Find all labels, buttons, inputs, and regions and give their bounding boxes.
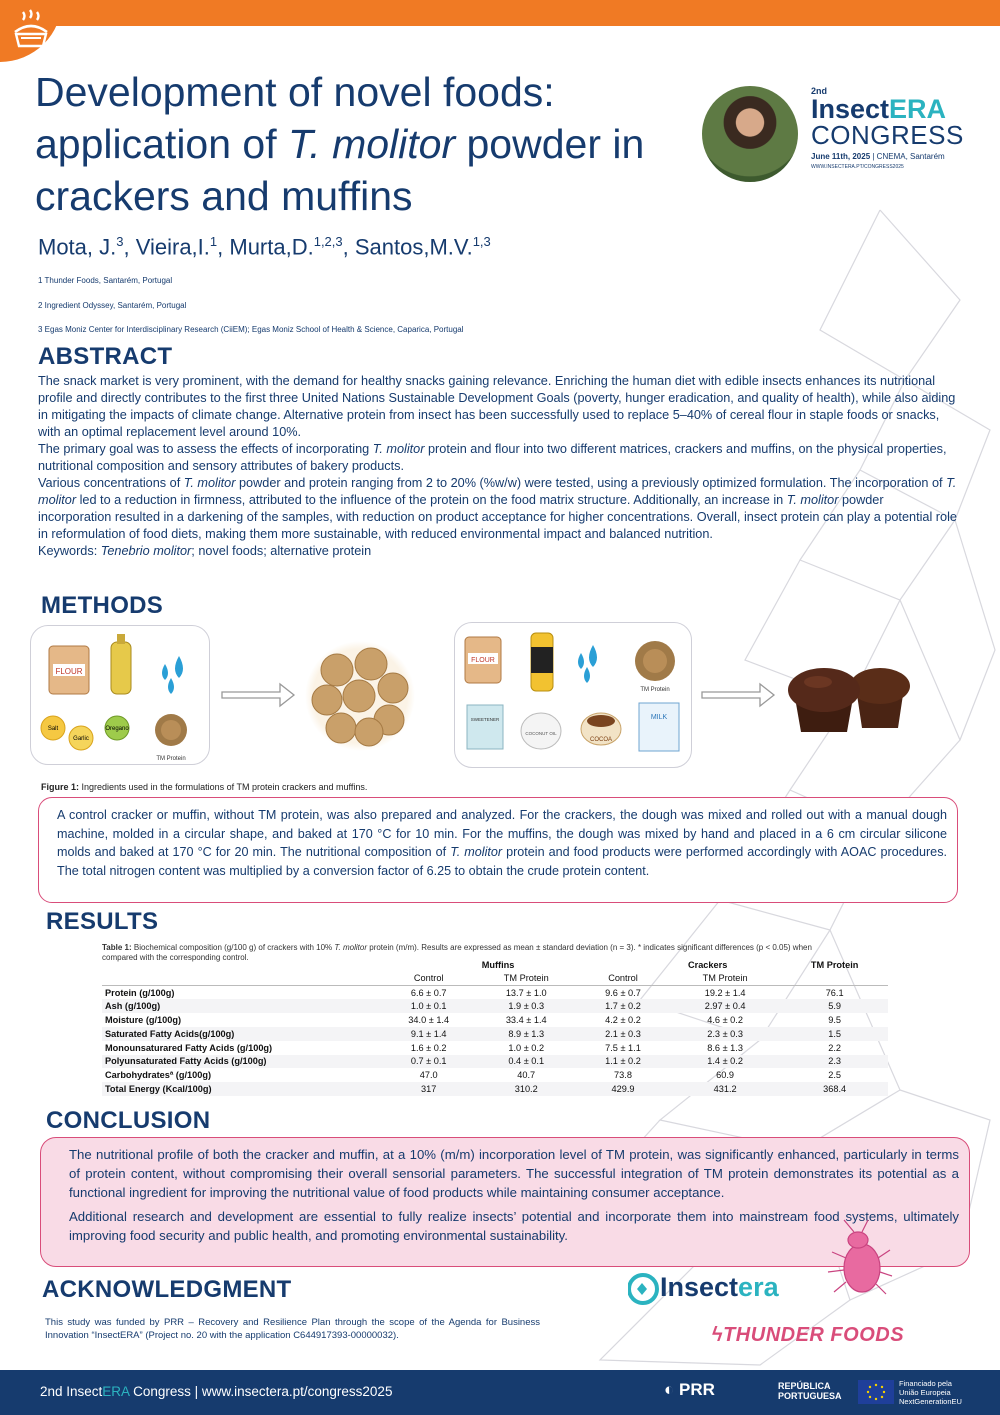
table-row — [102, 1041, 888, 1055]
methods-text-box: A control cracker or muffin, without TM protein, was also prepared and analyzed. For the crackers, the dough was mixed and rolled out with a manual dough machine, molded in a circular shape, and baked at 170 °C for 10 min. For the muffins, the dough was mixed by hand and placed in a 6 cm circular silicone molds and baked at 170 °C for 20 min. The nutritional composition of T. molitor protein and food products were performed accordingly with AOAC procedures. The total nitrogen content was multiplied by a conversion factor of 6.25 to obtain the crude protein content. — [38, 797, 958, 903]
table-cell: 13.7 ± 1.0 — [505, 987, 547, 998]
conclusion-heading: CONCLUSION — [46, 1107, 211, 1134]
eu-flag-icon — [858, 1380, 894, 1404]
results-heading: RESULTS — [46, 908, 159, 935]
table-cell: 0.7 ± 0.1 — [382, 1055, 475, 1069]
sweetener-label: SWEETENER — [470, 717, 500, 722]
congress-logo — [811, 86, 981, 170]
title-species: T. molitor — [288, 121, 456, 167]
table-cell: 9.1 ± 1.4 — [382, 1027, 475, 1041]
row-label: Polyunsaturated Fatty Acids (g/100g) — [102, 1055, 382, 1069]
table-cell: 1.0 ± 0.1 — [382, 999, 475, 1013]
table-cell: 310.2 — [475, 1082, 577, 1096]
cocoa-label: COCOA — [589, 737, 613, 743]
table-cell: 1.1 ± 0.2 — [577, 1055, 669, 1069]
subheader-muffin-control: Control — [382, 972, 475, 986]
row-label: Ash (g/100g) — [102, 999, 382, 1013]
salt-label: Salt — [47, 726, 59, 732]
table-cell: 7.5 ± 1.1 — [605, 1042, 641, 1053]
thunder-foods-logo: ϟTHUNDER FOODS — [712, 1324, 905, 1346]
table-cell: 60.9 — [716, 1070, 735, 1081]
group-tm-protein: TM Protein — [810, 959, 859, 970]
table-cell: 8.9 ± 1.3 — [475, 1027, 577, 1041]
row-label: Monounsaturared Fatty Acids (g/100g) — [105, 1042, 273, 1053]
congress-name: InsectERA — [811, 94, 947, 124]
table-cell: 47.0 — [419, 1070, 438, 1081]
table-row — [102, 1013, 888, 1027]
title-line-2a: application of — [35, 121, 289, 167]
affiliation-1: 1 Thunder Foods, Santarém, Portugal — [38, 276, 173, 285]
muffin-flour-label: FLOUR — [471, 657, 495, 664]
table-cell: 2.3 — [781, 1055, 888, 1069]
garlic-label: Garlic — [73, 736, 89, 742]
figure-caption: Figure 1: Ingredients used in the formulations of TM protein crackers and muffins. — [41, 782, 368, 792]
table-cell: 431.2 — [669, 1082, 781, 1096]
table-cell: 1.9 ± 0.3 — [475, 999, 577, 1013]
table-cell: 2.5 — [828, 1070, 842, 1081]
subheader-cracker-tm: TM Protein — [669, 972, 781, 986]
table-row — [102, 1027, 888, 1041]
table-cell: 1.5 — [781, 1027, 888, 1041]
arrow-right-icon — [220, 680, 296, 710]
table-row — [102, 986, 888, 1000]
crackers-illustration — [305, 640, 415, 752]
lightning-icon: ϟ — [712, 1324, 724, 1346]
insectera-logo-text: Insectera — [660, 1272, 779, 1302]
congress-word: CONGRESS — [811, 120, 964, 150]
muffin-tm-label: TM Protein — [640, 687, 670, 693]
presenter-photo — [702, 86, 798, 182]
acknowledgment-text: This study was funded by PRR – Recovery and Resilience Plan through the scope of the Agenda for Business Innovation “InsectERA” (Project no. 20 with the application C644917393-00000032). — [45, 1317, 540, 1341]
row-label: Total Energy (Kcal/100g) — [102, 1082, 382, 1096]
crackers-photo — [305, 640, 415, 752]
conclusion-paragraph-1: The nutritional profile of both the cracker and muffin, at a 10% (m/m) incorporation level of TM protein, was significantly enhanced, particularly in terms of protein content, without compromising their overall sensorial parameters. The successful integration of TM protein demonstrates its potential as a functional ingredient for improving the nutritional value of food products while maintaining consumer acceptance. — [69, 1147, 959, 1200]
title-line-3: crackers and muffins — [35, 173, 413, 219]
cracker-ingredients-box — [30, 625, 210, 765]
table-cell: 9.6 ± 0.7 — [605, 987, 641, 998]
prr-logo: ◐ PRR — [664, 1380, 715, 1399]
title-line-1: Development of novel foods: — [35, 69, 555, 115]
acknowledgment-heading: ACKNOWLEDGMENT — [42, 1276, 292, 1303]
republica-portuguesa-logo: REPÚBLICA PORTUGUESA — [778, 1381, 842, 1401]
conclusion-paragraph-2: Additional research and development are essential to fully realize insects’ potential and incorporate them into mainstream food systems, ultimately improving food security and public health, and promoting environmental sustainability. — [69, 1209, 959, 1243]
row-label: Moisture (g/100g) — [105, 1015, 182, 1026]
affiliation-2: 2 Ingredient Odyssey, Santarém, Portugal — [38, 301, 187, 310]
beetle-icon — [824, 1218, 894, 1298]
table-cell: 2.97 ± 0.4 — [669, 999, 781, 1013]
table-row — [102, 1068, 888, 1082]
table-cell: 40.7 — [517, 1070, 536, 1081]
tm-protein-label: TM Protein — [156, 756, 186, 762]
table-row — [102, 1055, 888, 1069]
abstract-body: The snack market is very prominent, with the demand for healthy snacks gaining relevance. Enriching the human diet with edible insects enhances its nutritional profile and directly contributes to the first three United Nations Sustainable Development Goals (poverty, hunger eradication, and quality of health), while also aiding in mitigating the impacts of climate change. Alternative protein from insect has been successfully used to replace 5–40% of cereal flour in staple foods or snacks, with an optimal replacement level around 10%. The primary goal was to assess the effects of incorporating T. molitor protein and flour into two different matrices, crackers and muffins, on the physical properties, nutritional composition and sensory attributes of bakery products. Various concentrations of T. molitor powder and protein ranging from 2 to 20% (%w/w) were tested, using a previously optimized formulation. The incorporation of T. molitor led to a reduction in firmness, attributed to the influence of the protein on the food matrix structure. Additionally, an increase in T. molitor powder incorporation resulted in a darkening of the samples, with reduction on product acceptance for higher concentrations. Overall, insect protein can play a potential role in reformulation of food diets, making them more sustainable, with reduced environmental impact and balanced nutrition. Keywords: Tenebrio molitor; novel foods; alternative protein — [38, 374, 957, 558]
table-group-row — [102, 958, 888, 972]
cracker-ingredients-illustration — [31, 626, 211, 766]
table-cell: 2.3 ± 0.3 — [669, 1027, 781, 1041]
table-cell: 76.1 — [825, 987, 844, 998]
results-table — [102, 958, 888, 1096]
table-cell: 0.4 ± 0.1 — [475, 1055, 577, 1069]
table-cell: 9.5 — [828, 1015, 842, 1026]
table-cell: 1.4 ± 0.2 — [669, 1055, 781, 1069]
flour-label: FLOUR — [55, 667, 83, 676]
row-label: Saturated Fatty Acids(g/100g) — [102, 1027, 382, 1041]
row-label: Carbohydratesª (g/100g) — [105, 1070, 212, 1081]
footer-bar — [0, 1370, 1000, 1415]
eu-funding-text: Financiado pela União Europeia NextGenerationEU — [899, 1379, 962, 1406]
congress-badge — [0, 0, 62, 62]
insectera-logo-icon — [628, 1272, 660, 1306]
muffin-ingredients-illustration — [455, 623, 693, 769]
table-cell: 2.2 — [828, 1042, 842, 1053]
table-cell: 429.9 — [577, 1082, 669, 1096]
oregano-label: Oregano — [105, 726, 129, 732]
table-cell: 1.7 ± 0.2 — [577, 999, 669, 1013]
methods-heading: METHODS — [41, 592, 164, 619]
footer-text: 2nd InsectERA Congress | www.insectera.pt/congress2025 — [40, 1384, 393, 1399]
pie-icon — [9, 8, 53, 52]
table-cell: 8.6 ± 1.3 — [707, 1042, 743, 1053]
subheader-cracker-control: Control — [577, 972, 669, 986]
group-crackers: Crackers — [687, 959, 728, 970]
abstract-heading: ABSTRACT — [38, 343, 173, 370]
group-muffins: Muffins — [481, 959, 515, 970]
affiliation-3: 3 Egas Moniz Center for Interdisciplinary Research (CiiEM); Egas Moniz School of Health & Science, Caparica, Portugal — [38, 325, 464, 334]
table-cell: 6.6 ± 0.7 — [410, 987, 447, 998]
table-subheader-row — [102, 972, 888, 986]
congress-date: June 11th, 2025 | CNEMA, Santarém — [811, 152, 945, 161]
title-line-2c: powder in — [455, 121, 645, 167]
table-cell: 4.2 ± 0.2 — [605, 1015, 641, 1026]
arrow-right-icon — [700, 680, 776, 710]
table-cell: 1.0 ± 0.2 — [508, 1042, 545, 1053]
table-caption: Table 1: Biochemical composition (g/100 g) of crackers with 10% T. molitor protein (m/m). Results are expressed as mean ± standard deviation (n = 3). * indicates significant differences (p < 0.05) when compared with the corresponding control. — [102, 943, 812, 962]
subheader-muffin-tm: TM Protein — [475, 972, 577, 986]
poster-title — [35, 66, 695, 222]
coconut-label: COCONUT OIL — [525, 731, 557, 736]
muffins-photo — [786, 644, 910, 734]
table-cell: 368.4 — [781, 1082, 888, 1096]
congress-url: WWW.INSECTERA.PT/CONGRESS2025 — [811, 164, 904, 170]
row-label: Protein (g/100g) — [105, 987, 175, 998]
table-cell: 73.8 — [614, 1070, 632, 1081]
table-row — [102, 1082, 888, 1096]
table-cell: 5.9 — [781, 999, 888, 1013]
muffin-ingredients-box — [454, 622, 692, 768]
table-row — [102, 999, 888, 1013]
table-cell: 34.0 ± 1.4 — [408, 1015, 450, 1026]
table-cell: 33.4 ± 1.4 — [505, 1015, 547, 1026]
congress-edition: 2nd — [811, 86, 828, 96]
table-cell: 2.1 ± 0.3 — [577, 1027, 669, 1041]
table-cell: 1.6 ± 0.2 — [410, 1042, 447, 1053]
author-list: Mota, J.$^3$, Vieira,I.$^1$, Murta,D.$^{1,2,3}$, Santos,M.V.$^{1,3}$ — [38, 234, 491, 260]
top-accent-bar — [0, 0, 1000, 26]
table-cell: 317 — [382, 1082, 475, 1096]
table-cell: 19.2 ± 1.4 — [704, 987, 746, 998]
prr-icon: ◐ — [664, 1380, 675, 1399]
table-cell: 4.6 ± 0.2 — [707, 1015, 743, 1026]
milk-label: MILK — [650, 714, 668, 721]
insectera-logo — [628, 1272, 798, 1306]
